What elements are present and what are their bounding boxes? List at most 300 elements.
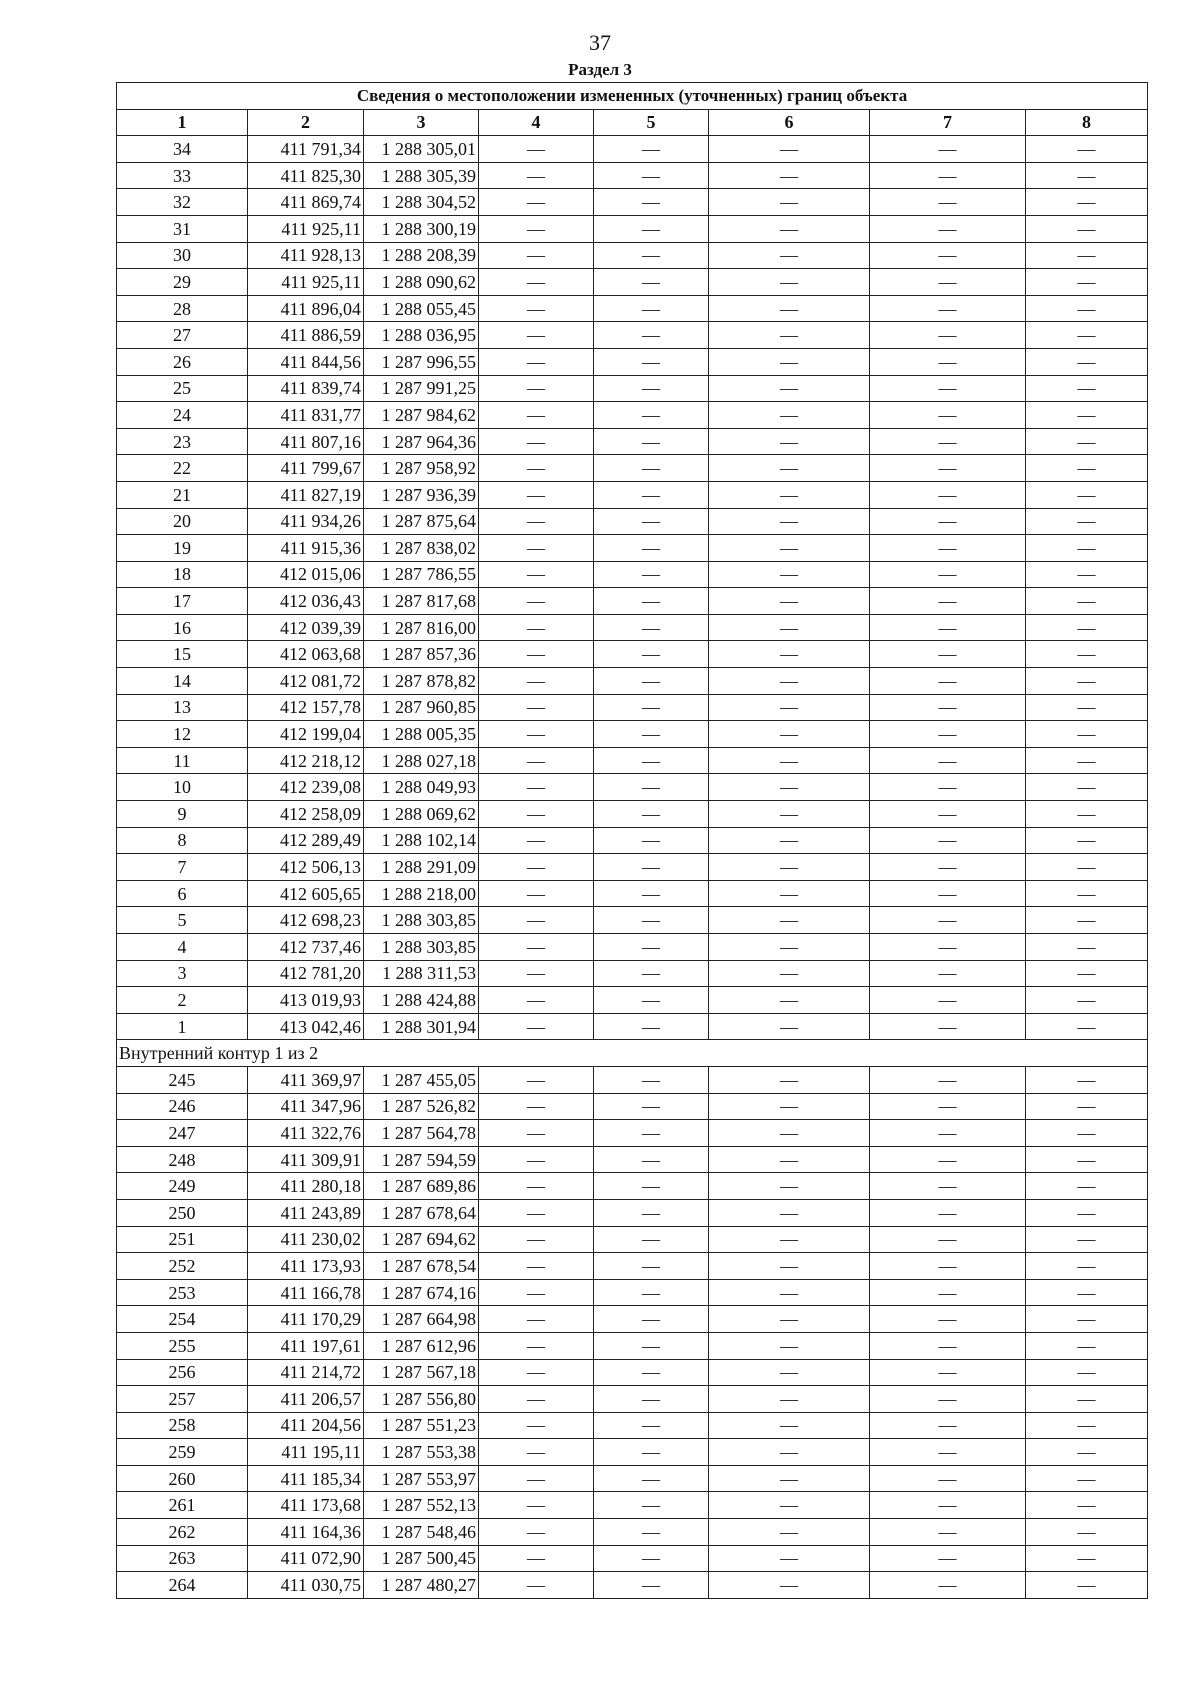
- empty-value-dash: —: [1026, 1386, 1148, 1413]
- empty-value-dash: —: [594, 535, 709, 562]
- x-coordinate-cell: 411 925,11: [248, 269, 364, 296]
- empty-value-dash: —: [709, 1545, 870, 1572]
- empty-value-dash: —: [709, 162, 870, 189]
- empty-value-dash: —: [870, 1465, 1026, 1492]
- empty-value-dash: —: [870, 854, 1026, 881]
- point-number-cell: 31: [117, 215, 248, 242]
- empty-value-dash: —: [870, 721, 1026, 748]
- y-coordinate-cell: 1 288 069,62: [364, 801, 479, 828]
- point-number-cell: 256: [117, 1359, 248, 1386]
- empty-value-dash: —: [594, 1093, 709, 1120]
- y-coordinate-cell: 1 288 005,35: [364, 721, 479, 748]
- empty-value-dash: —: [870, 1572, 1026, 1599]
- empty-value-dash: —: [709, 1066, 870, 1093]
- empty-value-dash: —: [870, 1359, 1026, 1386]
- empty-value-dash: —: [1026, 1120, 1148, 1147]
- column-header: 1: [117, 109, 248, 136]
- y-coordinate-cell: 1 288 027,18: [364, 747, 479, 774]
- empty-value-dash: —: [479, 1306, 594, 1333]
- column-header: 6: [709, 109, 870, 136]
- x-coordinate-cell: 412 698,23: [248, 907, 364, 934]
- empty-value-dash: —: [594, 455, 709, 482]
- x-coordinate-cell: 411 230,02: [248, 1226, 364, 1253]
- y-coordinate-cell: 1 287 991,25: [364, 375, 479, 402]
- empty-value-dash: —: [1026, 1066, 1148, 1093]
- table-row: [117, 907, 1148, 934]
- empty-value-dash: —: [594, 1332, 709, 1359]
- y-coordinate-cell: 1 287 556,80: [364, 1386, 479, 1413]
- x-coordinate-cell: 411 915,36: [248, 535, 364, 562]
- point-number-cell: 250: [117, 1199, 248, 1226]
- empty-value-dash: —: [479, 827, 594, 854]
- y-coordinate-cell: 1 287 612,96: [364, 1332, 479, 1359]
- empty-value-dash: —: [479, 295, 594, 322]
- empty-value-dash: —: [709, 934, 870, 961]
- empty-value-dash: —: [479, 1439, 594, 1466]
- y-coordinate-cell: 1 287 689,86: [364, 1173, 479, 1200]
- point-number-cell: 9: [117, 801, 248, 828]
- empty-value-dash: —: [709, 854, 870, 881]
- x-coordinate-cell: 411 322,76: [248, 1120, 364, 1147]
- table-row: [117, 295, 1148, 322]
- empty-value-dash: —: [1026, 1146, 1148, 1173]
- y-coordinate-cell: 1 287 594,59: [364, 1146, 479, 1173]
- contour-label-section: [117, 1040, 1148, 1067]
- point-number-cell: 8: [117, 827, 248, 854]
- point-number-cell: 15: [117, 641, 248, 668]
- empty-value-dash: —: [479, 588, 594, 615]
- point-number-cell: 26: [117, 348, 248, 375]
- empty-value-dash: —: [479, 402, 594, 429]
- empty-value-dash: —: [709, 561, 870, 588]
- y-coordinate-cell: 1 288 291,09: [364, 854, 479, 881]
- empty-value-dash: —: [479, 1226, 594, 1253]
- table-row: [117, 987, 1148, 1014]
- point-number-cell: 2: [117, 987, 248, 1014]
- empty-value-dash: —: [594, 960, 709, 987]
- empty-value-dash: —: [709, 1359, 870, 1386]
- empty-value-dash: —: [594, 1013, 709, 1040]
- table-row: [117, 1412, 1148, 1439]
- empty-value-dash: —: [1026, 1199, 1148, 1226]
- table-row: [117, 162, 1148, 189]
- y-coordinate-cell: 1 287 552,13: [364, 1492, 479, 1519]
- empty-value-dash: —: [594, 322, 709, 349]
- point-number-cell: 255: [117, 1332, 248, 1359]
- point-number-cell: 249: [117, 1173, 248, 1200]
- x-coordinate-cell: 411 886,59: [248, 322, 364, 349]
- empty-value-dash: —: [1026, 402, 1148, 429]
- empty-value-dash: —: [479, 481, 594, 508]
- empty-value-dash: —: [1026, 1439, 1148, 1466]
- empty-value-dash: —: [870, 1412, 1026, 1439]
- empty-value-dash: —: [1026, 1173, 1148, 1200]
- empty-value-dash: —: [594, 880, 709, 907]
- empty-value-dash: —: [594, 402, 709, 429]
- empty-value-dash: —: [709, 189, 870, 216]
- empty-value-dash: —: [1026, 1279, 1148, 1306]
- empty-value-dash: —: [709, 348, 870, 375]
- empty-value-dash: —: [709, 588, 870, 615]
- y-coordinate-cell: 1 287 480,27: [364, 1572, 479, 1599]
- y-coordinate-cell: 1 288 301,94: [364, 1013, 479, 1040]
- empty-value-dash: —: [1026, 827, 1148, 854]
- x-coordinate-cell: 411 896,04: [248, 295, 364, 322]
- empty-value-dash: —: [594, 348, 709, 375]
- empty-value-dash: —: [594, 1439, 709, 1466]
- empty-value-dash: —: [1026, 880, 1148, 907]
- empty-value-dash: —: [709, 880, 870, 907]
- empty-value-dash: —: [479, 694, 594, 721]
- empty-value-dash: —: [479, 189, 594, 216]
- empty-value-dash: —: [870, 1120, 1026, 1147]
- empty-value-dash: —: [479, 614, 594, 641]
- empty-value-dash: —: [709, 614, 870, 641]
- empty-value-dash: —: [709, 375, 870, 402]
- column-header: 8: [1026, 109, 1148, 136]
- y-coordinate-cell: 1 288 049,93: [364, 774, 479, 801]
- empty-value-dash: —: [479, 136, 594, 163]
- empty-value-dash: —: [594, 1253, 709, 1280]
- empty-value-dash: —: [1026, 481, 1148, 508]
- point-number-cell: 27: [117, 322, 248, 349]
- empty-value-dash: —: [870, 1439, 1026, 1466]
- point-number-cell: 16: [117, 614, 248, 641]
- empty-value-dash: —: [870, 1093, 1026, 1120]
- empty-value-dash: —: [870, 1226, 1026, 1253]
- y-coordinate-cell: 1 288 055,45: [364, 295, 479, 322]
- column-header: 4: [479, 109, 594, 136]
- point-number-cell: 34: [117, 136, 248, 163]
- empty-value-dash: —: [709, 1253, 870, 1280]
- point-number-cell: 259: [117, 1439, 248, 1466]
- table-row: [117, 402, 1148, 429]
- empty-value-dash: —: [1026, 1226, 1148, 1253]
- y-coordinate-cell: 1 288 305,01: [364, 136, 479, 163]
- x-coordinate-cell: 411 839,74: [248, 375, 364, 402]
- empty-value-dash: —: [479, 1386, 594, 1413]
- point-number-cell: 6: [117, 880, 248, 907]
- empty-value-dash: —: [1026, 934, 1148, 961]
- point-number-cell: 33: [117, 162, 248, 189]
- point-number-cell: 251: [117, 1226, 248, 1253]
- empty-value-dash: —: [594, 508, 709, 535]
- empty-value-dash: —: [594, 987, 709, 1014]
- empty-value-dash: —: [479, 880, 594, 907]
- table-row: [117, 801, 1148, 828]
- empty-value-dash: —: [1026, 242, 1148, 269]
- empty-value-dash: —: [479, 1492, 594, 1519]
- empty-value-dash: —: [479, 1545, 594, 1572]
- y-coordinate-cell: 1 287 674,16: [364, 1279, 479, 1306]
- table-row: [117, 1146, 1148, 1173]
- empty-value-dash: —: [594, 1465, 709, 1492]
- y-coordinate-cell: 1 288 218,00: [364, 880, 479, 907]
- y-coordinate-cell: 1 287 878,82: [364, 668, 479, 695]
- empty-value-dash: —: [594, 162, 709, 189]
- empty-value-dash: —: [479, 960, 594, 987]
- empty-value-dash: —: [870, 934, 1026, 961]
- empty-value-dash: —: [1026, 960, 1148, 987]
- empty-value-dash: —: [594, 1306, 709, 1333]
- empty-value-dash: —: [479, 934, 594, 961]
- empty-value-dash: —: [1026, 1545, 1148, 1572]
- contour-label-row: [117, 1040, 1148, 1067]
- empty-value-dash: —: [594, 428, 709, 455]
- section-title: Раздел 3: [568, 60, 632, 79]
- point-number-cell: 247: [117, 1120, 248, 1147]
- empty-value-dash: —: [870, 1545, 1026, 1572]
- x-coordinate-cell: 413 019,93: [248, 987, 364, 1014]
- table-row: [117, 934, 1148, 961]
- empty-value-dash: —: [870, 215, 1026, 242]
- empty-value-dash: —: [1026, 189, 1148, 216]
- empty-value-dash: —: [479, 1173, 594, 1200]
- x-coordinate-cell: 411 166,78: [248, 1279, 364, 1306]
- empty-value-dash: —: [479, 322, 594, 349]
- empty-value-dash: —: [479, 774, 594, 801]
- y-coordinate-cell: 1 288 300,19: [364, 215, 479, 242]
- empty-value-dash: —: [479, 1066, 594, 1093]
- empty-value-dash: —: [594, 1199, 709, 1226]
- table-row: [117, 322, 1148, 349]
- empty-value-dash: —: [870, 774, 1026, 801]
- empty-value-dash: —: [479, 1572, 594, 1599]
- table-row: [117, 1465, 1148, 1492]
- point-number-cell: 1: [117, 1013, 248, 1040]
- empty-value-dash: —: [870, 641, 1026, 668]
- empty-value-dash: —: [1026, 614, 1148, 641]
- empty-value-dash: —: [709, 1332, 870, 1359]
- empty-value-dash: —: [479, 1120, 594, 1147]
- empty-value-dash: —: [709, 402, 870, 429]
- empty-value-dash: —: [1026, 348, 1148, 375]
- empty-value-dash: —: [709, 907, 870, 934]
- empty-value-dash: —: [870, 1066, 1026, 1093]
- empty-value-dash: —: [709, 1013, 870, 1040]
- empty-value-dash: —: [479, 747, 594, 774]
- empty-value-dash: —: [479, 907, 594, 934]
- empty-value-dash: —: [1026, 1519, 1148, 1546]
- table-row: [117, 455, 1148, 482]
- table-row: [117, 1332, 1148, 1359]
- y-coordinate-cell: 1 288 304,52: [364, 189, 479, 216]
- column-header: 2: [248, 109, 364, 136]
- point-number-cell: 7: [117, 854, 248, 881]
- point-number-cell: 11: [117, 747, 248, 774]
- x-coordinate-cell: 412 605,65: [248, 880, 364, 907]
- y-coordinate-cell: 1 287 875,64: [364, 508, 479, 535]
- x-coordinate-cell: 411 204,56: [248, 1412, 364, 1439]
- y-coordinate-cell: 1 288 090,62: [364, 269, 479, 296]
- empty-value-dash: —: [709, 1173, 870, 1200]
- empty-value-dash: —: [1026, 694, 1148, 721]
- y-coordinate-cell: 1 287 526,82: [364, 1093, 479, 1120]
- table-row: [117, 774, 1148, 801]
- table-row: [117, 854, 1148, 881]
- empty-value-dash: —: [870, 189, 1026, 216]
- empty-value-dash: —: [1026, 1093, 1148, 1120]
- empty-value-dash: —: [594, 934, 709, 961]
- empty-value-dash: —: [479, 1013, 594, 1040]
- empty-value-dash: —: [1026, 907, 1148, 934]
- empty-value-dash: —: [479, 535, 594, 562]
- point-number-cell: 14: [117, 668, 248, 695]
- empty-value-dash: —: [479, 854, 594, 881]
- x-coordinate-cell: 411 214,72: [248, 1359, 364, 1386]
- table-row: [117, 269, 1148, 296]
- table-row: [117, 1359, 1148, 1386]
- column-header-row: [117, 109, 1148, 136]
- y-coordinate-cell: 1 287 551,23: [364, 1412, 479, 1439]
- empty-value-dash: —: [479, 1332, 594, 1359]
- x-coordinate-cell: 412 199,04: [248, 721, 364, 748]
- x-coordinate-cell: 412 218,12: [248, 747, 364, 774]
- empty-value-dash: —: [870, 880, 1026, 907]
- table-caption: Сведения о местоположении измененных (уточненных) границ объекта: [117, 83, 1148, 110]
- point-number-cell: 20: [117, 508, 248, 535]
- table-row: [117, 721, 1148, 748]
- empty-value-dash: —: [1026, 322, 1148, 349]
- point-number-cell: 257: [117, 1386, 248, 1413]
- column-header: 3: [364, 109, 479, 136]
- empty-value-dash: —: [709, 242, 870, 269]
- x-coordinate-cell: 411 243,89: [248, 1199, 364, 1226]
- empty-value-dash: —: [1026, 508, 1148, 535]
- table-row: [117, 1519, 1148, 1546]
- point-number-cell: 258: [117, 1412, 248, 1439]
- empty-value-dash: —: [479, 721, 594, 748]
- table-row: [117, 1120, 1148, 1147]
- empty-value-dash: —: [1026, 987, 1148, 1014]
- point-number-cell: 261: [117, 1492, 248, 1519]
- empty-value-dash: —: [594, 854, 709, 881]
- empty-value-dash: —: [479, 348, 594, 375]
- empty-value-dash: —: [870, 402, 1026, 429]
- empty-value-dash: —: [870, 588, 1026, 615]
- empty-value-dash: —: [594, 1359, 709, 1386]
- empty-value-dash: —: [594, 269, 709, 296]
- empty-value-dash: —: [479, 1412, 594, 1439]
- empty-value-dash: —: [594, 1386, 709, 1413]
- empty-value-dash: —: [709, 641, 870, 668]
- empty-value-dash: —: [709, 1519, 870, 1546]
- empty-value-dash: —: [870, 295, 1026, 322]
- empty-value-dash: —: [709, 801, 870, 828]
- empty-value-dash: —: [1026, 641, 1148, 668]
- point-number-cell: 246: [117, 1093, 248, 1120]
- table-row: [117, 1253, 1148, 1280]
- empty-value-dash: —: [870, 1519, 1026, 1546]
- point-number-cell: 28: [117, 295, 248, 322]
- empty-value-dash: —: [1026, 747, 1148, 774]
- empty-value-dash: —: [709, 1093, 870, 1120]
- empty-value-dash: —: [1026, 136, 1148, 163]
- empty-value-dash: —: [709, 1226, 870, 1253]
- empty-value-dash: —: [1026, 1306, 1148, 1333]
- x-coordinate-cell: 411 844,56: [248, 348, 364, 375]
- empty-value-dash: —: [479, 987, 594, 1014]
- empty-value-dash: —: [709, 322, 870, 349]
- empty-value-dash: —: [870, 561, 1026, 588]
- point-number-cell: 5: [117, 907, 248, 934]
- point-number-cell: 30: [117, 242, 248, 269]
- page-number: 37: [589, 30, 611, 55]
- point-number-cell: 23: [117, 428, 248, 455]
- point-number-cell: 252: [117, 1253, 248, 1280]
- empty-value-dash: —: [1026, 1572, 1148, 1599]
- x-coordinate-cell: 412 015,06: [248, 561, 364, 588]
- empty-value-dash: —: [1026, 455, 1148, 482]
- empty-value-dash: —: [1026, 535, 1148, 562]
- table-row: [117, 242, 1148, 269]
- empty-value-dash: —: [1026, 588, 1148, 615]
- x-coordinate-cell: 411 925,11: [248, 215, 364, 242]
- y-coordinate-cell: 1 287 455,05: [364, 1066, 479, 1093]
- x-coordinate-cell: 411 831,77: [248, 402, 364, 429]
- empty-value-dash: —: [1026, 1492, 1148, 1519]
- point-number-cell: 22: [117, 455, 248, 482]
- x-coordinate-cell: 411 934,26: [248, 508, 364, 535]
- empty-value-dash: —: [1026, 162, 1148, 189]
- empty-value-dash: —: [479, 1093, 594, 1120]
- column-header: 5: [594, 109, 709, 136]
- empty-value-dash: —: [870, 694, 1026, 721]
- empty-value-dash: —: [594, 1173, 709, 1200]
- empty-value-dash: —: [870, 269, 1026, 296]
- y-coordinate-cell: 1 288 311,53: [364, 960, 479, 987]
- empty-value-dash: —: [870, 1013, 1026, 1040]
- y-coordinate-cell: 1 287 964,36: [364, 428, 479, 455]
- empty-value-dash: —: [479, 668, 594, 695]
- empty-value-dash: —: [870, 455, 1026, 482]
- empty-value-dash: —: [870, 242, 1026, 269]
- empty-value-dash: —: [870, 1279, 1026, 1306]
- column-header: 7: [870, 109, 1026, 136]
- y-coordinate-cell: 1 288 036,95: [364, 322, 479, 349]
- empty-value-dash: —: [594, 295, 709, 322]
- empty-value-dash: —: [479, 801, 594, 828]
- y-coordinate-cell: 1 287 500,45: [364, 1545, 479, 1572]
- point-number-cell: 24: [117, 402, 248, 429]
- empty-value-dash: —: [1026, 215, 1148, 242]
- empty-value-dash: —: [870, 1146, 1026, 1173]
- empty-value-dash: —: [709, 269, 870, 296]
- empty-value-dash: —: [709, 668, 870, 695]
- point-number-cell: 19: [117, 535, 248, 562]
- empty-value-dash: —: [870, 1332, 1026, 1359]
- y-coordinate-cell: 1 287 960,85: [364, 694, 479, 721]
- empty-value-dash: —: [479, 1279, 594, 1306]
- empty-value-dash: —: [870, 428, 1026, 455]
- empty-value-dash: —: [594, 375, 709, 402]
- table-row: [117, 1066, 1148, 1093]
- x-coordinate-cell: 411 827,19: [248, 481, 364, 508]
- x-coordinate-cell: 411 791,34: [248, 136, 364, 163]
- contour-label: Внутренний контур 1 из 2: [117, 1040, 1148, 1067]
- x-coordinate-cell: 411 030,75: [248, 1572, 364, 1599]
- y-coordinate-cell: 1 287 564,78: [364, 1120, 479, 1147]
- empty-value-dash: —: [709, 508, 870, 535]
- empty-value-dash: —: [709, 827, 870, 854]
- empty-value-dash: —: [594, 668, 709, 695]
- y-coordinate-cell: 1 287 996,55: [364, 348, 479, 375]
- point-number-cell: 3: [117, 960, 248, 987]
- empty-value-dash: —: [1026, 1359, 1148, 1386]
- empty-value-dash: —: [870, 1253, 1026, 1280]
- empty-value-dash: —: [594, 1279, 709, 1306]
- empty-value-dash: —: [479, 1253, 594, 1280]
